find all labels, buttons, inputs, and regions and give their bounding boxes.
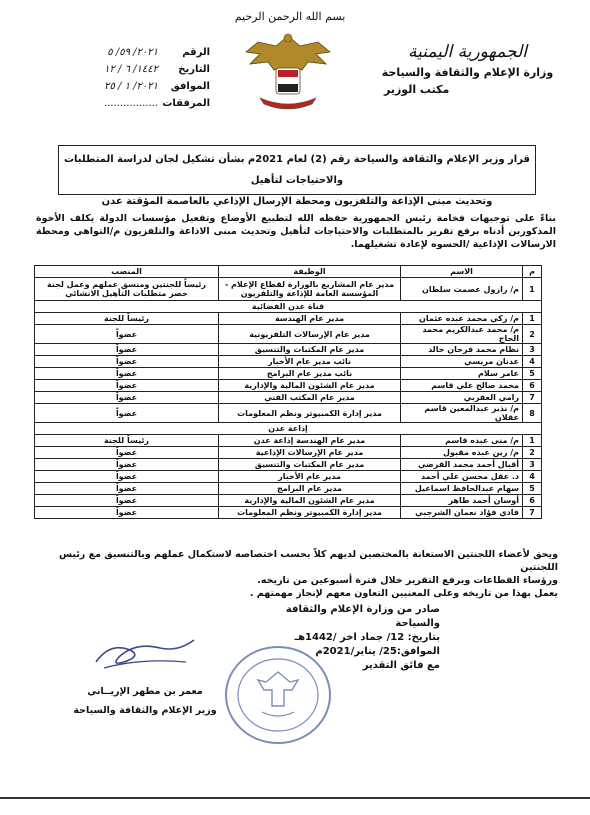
cell-role: مدير عام المكتبات والتنسيق [219,459,401,471]
cell-name: عدنان مريسي [401,356,523,368]
cell-position: عضواً [35,392,219,404]
cell-name: م/ زكي محمد عبده عثمان [401,313,523,325]
cell-num: 4 [523,471,542,483]
cell-name: د. عقل محسن علي أحمد [401,471,523,483]
ref-number-value: ٢٠٢١/ ٥٩/ ٥ [107,47,158,58]
cell-num: 4 [523,356,542,368]
closing-line2: ورؤساء القطاعات ويرفع التقرير خلال فترة أسبوعين من تاريخه. [257,575,558,586]
ref-corresponding-label: الموافق [170,81,210,92]
cell-role: نائب مدير عام الأخبار [219,356,401,368]
cell-num: 8 [523,404,542,423]
cell-name: م/ منى عبده قاسم [401,435,523,447]
cell-role: مدير عام الإرسالات الإذاعية [219,447,401,459]
cell-num: 6 [523,380,542,392]
ministry-name: وزارة الإعلام والثقافة والسياحة [381,66,554,79]
cell-num: 3 [523,459,542,471]
cell-num: 7 [523,507,542,519]
signatory-title: وزير الإعلام والثقافة والسياحة [73,705,217,716]
committees-table [34,265,542,519]
cell-num: 2 [523,447,542,459]
table-row [35,356,542,368]
table-row [35,435,542,447]
cell-role: مدير إدارة الكمبيوتر ونظم المعلومات [219,404,401,423]
cell-role: مدير إدارة الكمبيوتر ونظم المعلومات [219,507,401,519]
cell-position: عضواً [35,471,219,483]
closing-paragraph [40,548,558,600]
col-num: م [523,266,542,278]
cell-role: نائب مدير عام البرامج [219,368,401,380]
cell-role: مدير عام الشئون المالية والإدارية [219,380,401,392]
issue-line1: صادر من وزارة الإعلام والثقافة والسياحة [285,604,440,629]
table-row [35,507,542,519]
decision-title-line2: وتحديث مبنى الإذاعة والتلفزيون ومحطة الإرسال الإذاعي بالعاصمة المؤقتة عدن [101,196,493,207]
cell-name: أوسان أحمد طاهر [401,495,523,507]
cell-name: نظام محمد فرحان خالد [401,344,523,356]
cell-num: 1 [523,435,542,447]
table-row [35,368,542,380]
closing-line3: يعمل بهذا من تاريخه وعلى المعنيين التعاون معهم لإنجاز مهمتهم . [249,588,558,599]
cell-position: عضواً [35,447,219,459]
decision-title-line1: قرار وزير الإعلام والثقافة والسياحة رقم (2) لعام 2021م بشأن تشكيل لجان لدراسة المتطلبات والاحتياجات لتأهيل [64,154,530,186]
letterhead [380,42,555,96]
cell-name: أقبال أحمد محمد القرضي [401,459,523,471]
issue-line3: الموافق:25/ يناير/2021م [315,646,440,657]
table-header-row [35,266,542,278]
cell-num: 2 [523,325,542,344]
cell-position: عضواً [35,380,219,392]
table-row [35,392,542,404]
cell-name: م/ نذير عبدالمعين قاسم عقلان [401,404,523,423]
intro-paragraph: بناءً على توجيهات فخامة رئيس الجمهورية حفظه الله لتطبيع الأوضاع وتفعيل مؤسسات الدولة يكلف الأخوة المذكورين أدناه برفع تقرير بالمتطلبات والاحتياجات لتأهيل وتحديث مبنى الاذاعة والتلفزيون م/التواهي ومحطة الارسالات الإذاعية /الحسوه لإعادة تشغيلهما. [36,213,556,250]
cell-role: مدير عام الهندسة إذاعة عدن [219,435,401,447]
cell-name: رامي العقربي [401,392,523,404]
cell-role: مدير عام الهندسة [219,313,401,325]
decision-title-box [58,145,536,207]
table-row [35,495,542,507]
cell-role: مدير عام المكتبات والتنسيق [219,344,401,356]
table-row [35,344,542,356]
col-name: الاسم [401,266,523,278]
table-row [35,380,542,392]
closing-line1: ويحق لأعضاء اللجنتين الاستعانة بالمختصين لديهم كلاً بحسب اختصاصه لاستكمال عملهم وبالتنسيق مع رئيس اللجنتين [58,549,558,573]
table-row [35,459,542,471]
bismillah-calligraphy: بسم الله الرحمن الرحيم [234,10,346,23]
cell-position: عضواً [35,495,219,507]
issue-line2: بتاريخ: 12/ جماد اخر /1442هـ [294,632,440,643]
table-row [35,325,542,344]
cell-name: محمد صالح علي قاسم [401,380,523,392]
cell-position: عضواً [35,356,219,368]
cell-position: عضواً [35,459,219,471]
cell-role: مدير عام المكتب الفني [219,392,401,404]
cell-num: 5 [523,483,542,495]
table-row [35,447,542,459]
cell-name: سهام عبدالحافظ اسماعيل [401,483,523,495]
yemen-eagle-emblem [238,28,338,116]
cell-role: مدير عام البرامج [219,483,401,495]
signatory-name: معمر بن مطهر الإريــاني [87,686,203,697]
table-row [35,471,542,483]
section-title-row: إذاعة عدن [35,423,542,435]
cell-position: عضواً [35,507,219,519]
republic-name: الجمهورية اليمنية [407,42,528,62]
table-row [35,483,542,495]
signature [90,632,200,674]
col-position: المنصب [35,266,219,278]
cell-num: 6 [523,495,542,507]
cell-position: رئيساً للجنة [35,313,219,325]
cell-position: عضواً [35,344,219,356]
cell-position: عضواً [35,325,219,344]
page-bottom-rule [0,797,590,799]
cell-role: مدير عام الأخبار [219,471,401,483]
cell-num: 7 [523,392,542,404]
col-role: الوظيفة [219,266,401,278]
cell-name: عامر سلام [401,368,523,380]
section-title-row: قناة عدن الفضائية [35,301,542,313]
ref-corresponding-value: ٢٠٢١/ ١ / ٢٥ [104,81,158,92]
ref-number-label: الرقم [182,47,210,58]
cell-name: م/ زين عبده مقبول [401,447,523,459]
ref-date-label: التاريخ [178,64,210,75]
table-row [35,404,542,423]
cell-num: 5 [523,368,542,380]
table-row [35,313,542,325]
cell-name: م/ محمد عبدالكريم محمد الحاج [401,325,523,344]
cell-position: رئيساً للجنة [35,435,219,447]
official-stamp [218,640,338,750]
issue-line4: مع فائق التقدير [362,660,440,671]
cell-num: 1 [523,313,542,325]
table-row: 1 م/ رازول عصمت سلطان مدير عام المشاريع بالوزارة لقطاع الإعلام - المؤسسة العامة للإذاعة والتلفزيون رئيساً للجنتين ومنسق عملهم وعمل لجنة حصر متطلبات التأهيل الانشائي [35,278,542,301]
office-name: مكتب الوزير [384,83,450,96]
cell-name: فادي فؤاد نعمان الشرجبي [401,507,523,519]
reference-block: الرقم ٢٠٢١/ ٥٩/ ٥ التاريخ ١٤٤٢/ ٦ / ١٢ الموافق ٢٠٢١/ ١ / ٢٥ المرفقات ................. [103,47,210,109]
cell-role: مدير عام الإرسالات التلفزيونية [219,325,401,344]
cell-position: عضواً [35,404,219,423]
cell-position: عضواً [35,368,219,380]
cell-role: مدير عام الشئون المالية والإدارية [219,495,401,507]
ref-attachments-label: المرفقات [162,98,210,109]
cell-position: عضواً [35,483,219,495]
ref-date-value: ١٤٤٢/ ٦ / ١٢ [104,64,158,75]
cell-num: 3 [523,344,542,356]
